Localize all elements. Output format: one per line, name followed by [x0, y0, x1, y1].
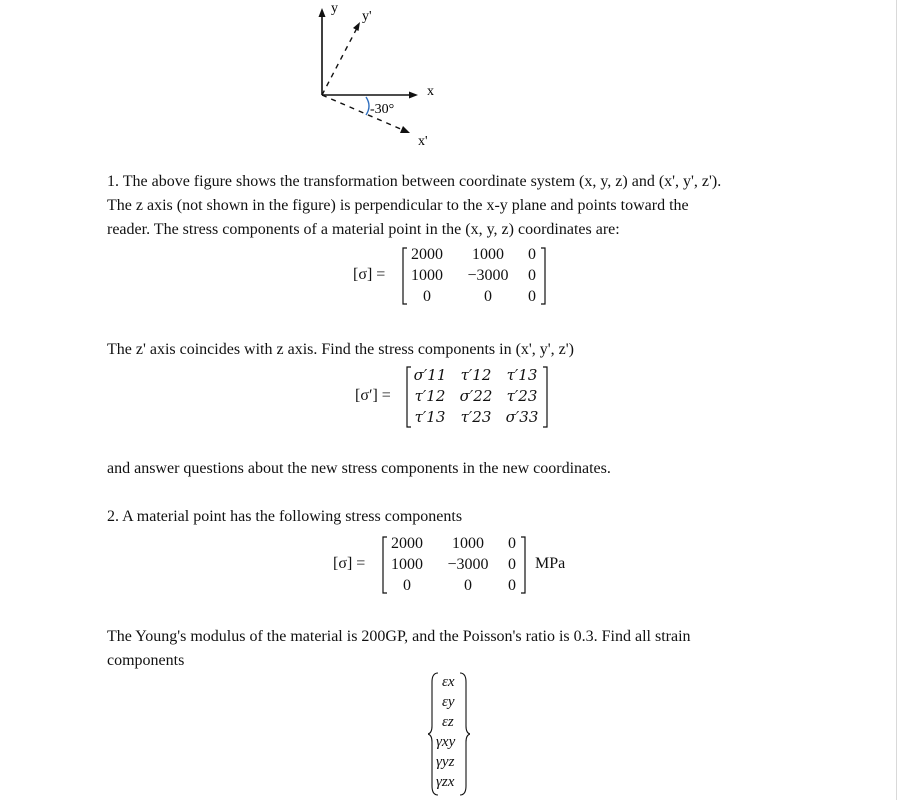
matrix-cell: 1000: [411, 267, 443, 284]
q2-unit: MPa: [535, 555, 566, 572]
matrix-cell: τ′23: [460, 408, 492, 426]
q1-text-line-5: and answer questions about the new stress components in the new coordinates.: [107, 460, 611, 477]
matrix-cell: 0: [508, 535, 516, 552]
matrix-cell: σ′33: [505, 408, 539, 426]
strain-gamma-zx: γzx: [436, 774, 455, 790]
q2-text-line-1: 2. A material point has the following stress components: [107, 508, 463, 525]
matrix-cell: 0: [528, 267, 536, 284]
x-prime-axis-label: x': [418, 134, 428, 149]
matrix-cell: σ′11: [413, 366, 447, 384]
right-brace: [460, 673, 470, 795]
q1-text-line-2: The z axis (not shown in the figure) is perpendicular to the x-y plane and points toward the: [107, 197, 689, 214]
matrix-cell: 0: [464, 577, 472, 594]
matrix-cell: 0: [528, 288, 536, 305]
q2-sigma-lhs: [σ] =: [333, 555, 366, 572]
angle-arc: [366, 97, 369, 115]
strain-vector: [428, 670, 470, 798]
matrix-cell: 1000: [391, 556, 423, 573]
q2-sigma-matrix: [380, 533, 530, 597]
q1-sigma-prime-matrix: [404, 364, 552, 430]
matrix-cell: −3000: [467, 267, 509, 284]
angle-label: -30°: [370, 102, 395, 117]
matrix-cell: 0: [508, 577, 516, 594]
matrix-cell: 2000: [411, 246, 443, 263]
matrix-cell: 1000: [472, 246, 504, 263]
q2-text-line-2: The Young's modulus of the material is 200GP, and the Poisson's ratio is 0.3. Find all strain: [107, 628, 691, 645]
q1-text-line-3: reader. The stress components of a material point in the (x, y, z) coordinates are:: [107, 221, 620, 238]
q1-sigma-matrix: [400, 244, 550, 308]
x-axis-label: x: [427, 84, 434, 99]
y-axis-arrow: [319, 8, 326, 17]
coordinate-transform-figure: [300, 0, 460, 150]
q1-text-line-1: 1. The above figure shows the transformation between coordinate system (x, y, z) and (x', y', z').: [107, 173, 722, 190]
matrix-right-bracket: [541, 248, 545, 304]
matrix-cell: τ′23: [506, 387, 538, 405]
q1-text-line-4: The z' axis coincides with z axis. Find the stress components in (x', y', z'): [107, 341, 574, 358]
matrix-cell: τ′13: [506, 366, 538, 384]
matrix-cell: σ′22: [459, 387, 493, 405]
matrix-cell: −3000: [447, 556, 489, 573]
strain-gamma-xy: γxy: [436, 734, 456, 750]
matrix-cell: τ′12: [460, 366, 492, 384]
matrix-cell: 1000: [452, 535, 484, 552]
q2-text-line-3: components: [107, 652, 185, 669]
x-axis-arrow: [409, 92, 418, 99]
matrix-cell: τ′12: [414, 387, 446, 405]
y-prime-axis-label: y': [362, 9, 372, 24]
matrix-cell: 0: [423, 288, 431, 305]
strain-epsilon-z: εz: [442, 714, 454, 730]
matrix-right-bracket: [521, 537, 525, 593]
matrix-cell: 2000: [391, 535, 423, 552]
matrix-cell: 0: [528, 246, 536, 263]
matrix-right-bracket: [543, 367, 547, 427]
matrix-cell: τ′13: [414, 408, 446, 426]
strain-epsilon-x: εx: [442, 674, 455, 690]
matrix-cell: 0: [403, 577, 411, 594]
strain-epsilon-y: εy: [442, 694, 455, 710]
y-prime-axis: [322, 28, 357, 95]
matrix-cell: 0: [508, 556, 516, 573]
strain-gamma-yz: γyz: [436, 754, 455, 770]
q1-sigma-prime-lhs: [σ′] =: [355, 387, 391, 404]
matrix-cell: 0: [484, 288, 492, 305]
q1-sigma-lhs: [σ] =: [353, 266, 386, 283]
y-axis-label: y: [331, 1, 338, 16]
x-prime-axis-arrow: [400, 126, 410, 133]
y-prime-axis-arrow: [353, 22, 360, 31]
